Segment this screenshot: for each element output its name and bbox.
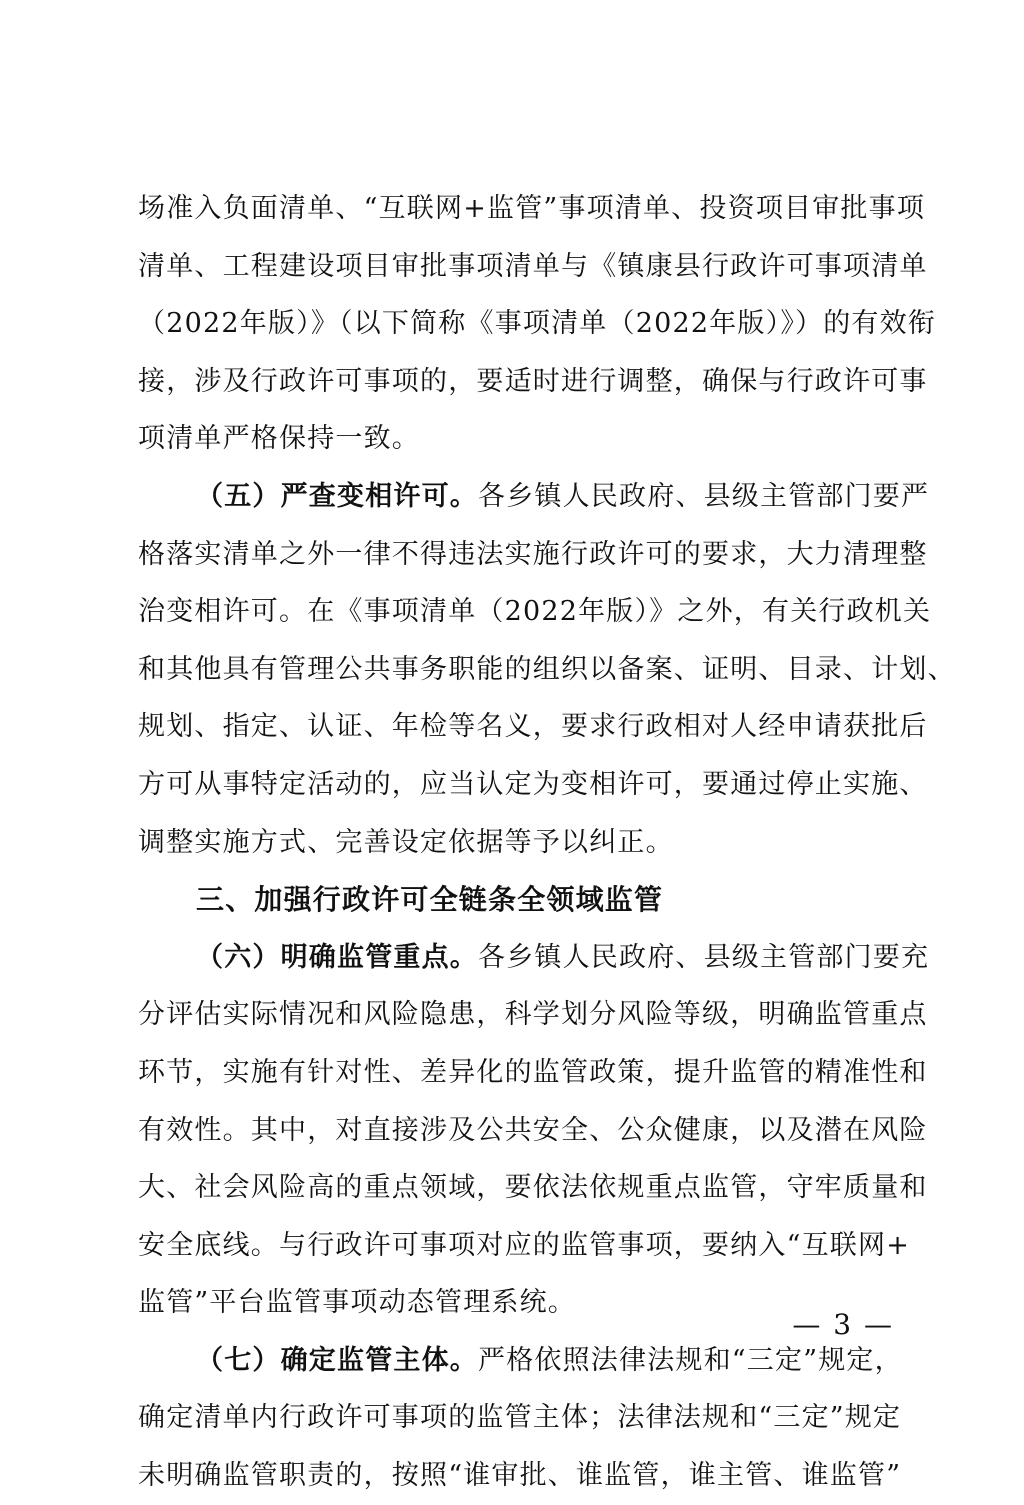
body-text-line: 确定清单内行政许可事项的监管主体；法律法规和“三定”规定 xyxy=(138,1402,902,1434)
body-text: 各乡镇人民政府、县级主管部门要充 xyxy=(478,941,930,973)
body-text-line: 和其他具有管理公共事务职能的组织以备案、证明、目录、计划、 xyxy=(138,653,956,685)
body-text-line: 接，涉及行政许可事项的，要适时进行调整，确保与行政许可事 xyxy=(138,365,928,397)
subsection-heading: （五）严查变相许可。 xyxy=(196,480,478,512)
document-body xyxy=(138,180,956,1505)
section-heading: 三、加强行政许可全链条全领域监管 xyxy=(196,883,664,917)
paragraph-first-line xyxy=(138,468,930,526)
body-text-line: 大、社会风险高的重点领域，要依法依规重点监管，守牢质量和 xyxy=(138,1172,928,1204)
paragraph-first-line xyxy=(138,929,930,987)
body-text-line: 格落实清单之外一律不得违法实施行政许可的要求，大力清理整 xyxy=(138,538,928,570)
body-text-line: 分评估实际情况和风险隐患，科学划分风险等级，明确监管重点 xyxy=(138,999,928,1031)
body-text: 各乡镇人民政府、县级主管部门要严 xyxy=(478,480,930,512)
body-text-line: 清单、工程建设项目审批事项清单与《镇康县行政许可事项清单 xyxy=(138,250,928,282)
body-text-line: 方可从事特定活动的，应当认定为变相许可，要通过停止实施、 xyxy=(138,768,928,800)
body-text-line: 安全底线。与行政许可事项对应的监管事项，要纳入“互联网+ xyxy=(138,1229,911,1261)
body-text-line: 治变相许可。在《事项清单（2022年版）》之外，有关行政机关 xyxy=(138,596,932,628)
body-text-line: 监管”平台监管事项动态管理系统。 xyxy=(138,1287,577,1319)
body-text-line: 场准入负面清单、“互联网+监管”事项清单、投资项目审批事项 xyxy=(138,193,926,224)
subsection-heading: （七）确定监管主体。 xyxy=(196,1344,478,1376)
subsection-heading: （六）明确监管重点。 xyxy=(196,941,478,973)
body-text-line: 调整实施方式、完善设定依据等予以纠正。 xyxy=(138,826,674,858)
body-text-line: 有效性。其中，对直接涉及公共安全、公众健康，以及潜在风险 xyxy=(138,1114,928,1146)
body-text-line: （2022年版）》（以下简称《事项清单（2022年版）》）的有效衔 xyxy=(138,308,937,340)
body-text-line: 规划、指定、认证、年检等名义，要求行政相对人经申请获批后 xyxy=(138,711,928,743)
body-text-line: 项清单严格保持一致。 xyxy=(138,423,420,455)
paragraph-first-line xyxy=(138,1332,903,1390)
body-text-line: 未明确监管职责的，按照“谁审批、谁监管，谁主管、谁监管” xyxy=(138,1460,902,1492)
body-text-line: 环节，实施有针对性、差异化的监管政策，提升监管的精准性和 xyxy=(138,1056,928,1088)
body-text: 严格依照法律法规和“三定”规定， xyxy=(478,1344,903,1376)
page-number: — 3 — xyxy=(792,1308,894,1341)
